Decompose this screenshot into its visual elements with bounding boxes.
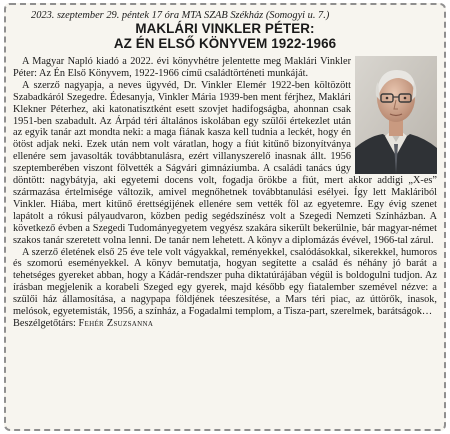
paragraph-biography: A szerző nagyapja, a neves ügyvéd, Dr. Vinkler Elemér 1922-ben költözött Szabadkáról Szegedre. Édesanyja, Vinkler Mária 1939-ben ment férjhez, Maklári Klekner Péterhez, aki katonatisztként esett szovjet hadifogságba, ahonnan csak 1951-ben szabadult. Az Árpád téri általános iskolában egy szülői értekezlet után az egyik tanár azt mondta neki: a maga fiának kasza kell tudnia a leckét, hogy én ötöst adjak neki. Ezek után nem volt váratlan, hogy a fiút kitűnő bizonyítványa ellenére sem javasolták továbbtanulásra, ezért villanyszerelő inasnak állt. 1956 szeptemberében viszont fölvették a Ságvári gimnáziumba. A családi tanács úgy döntött: nagybátyja, aki egyetemi docens volt, fogadja örökbe a fiút, mert akkor addigi „X-es” származása értelmisége változik, amivel megnőhetnek továbbtanulási esélyei. Így lett Makláriból Vinkler. Hiába, mert kitűnő érettségijének ellenére sem vették föl az egyetemre. Egy évig szenet lapátolt a rókusi pályaudvaron, közben pedig segédszínész volt a Szegedi Nemzeti Színházban. A következő évben a Szegedi Tudományegyetem vegyész szakára sikerült bekerülnie, bár magyar-német szakos tanár szeretett volna lenni. De tanár nem lehetett. A könyv a diplomázás évével, 1966-tal zárul. bbox=[13, 79, 437, 246]
author-photo bbox=[355, 56, 437, 174]
book-title: AZ ÉN ELSŐ KÖNYVEM 1922-1966 bbox=[113, 36, 337, 51]
credit-line bbox=[13, 318, 437, 330]
credit-name: Fehér Zsuzsanna bbox=[78, 317, 154, 329]
author-portrait-image bbox=[355, 56, 437, 174]
paragraph-intro: A Magyar Napló kiadó a 2022. évi könyvhétre jelentette meg Maklári Vinkler Péter: Az Én Első Könyvem, 1922-1966 című családtörténeti munkáját. bbox=[13, 56, 351, 79]
event-dateline: 2023. szeptember 29. péntek 17 óra MTA SZAB Székház (Somogyi u. 7.) bbox=[31, 10, 330, 21]
author-title: MAKLÁRI VINKLER PÉTER: bbox=[135, 21, 315, 36]
credit-label: Beszélgetőtárs: bbox=[13, 317, 76, 329]
paragraph-summary: A szerző életének első 25 éve tele volt vágyakkal, reményekkel, csalódásokkal, sikerekkel, humoros és szomorú eseményekkel. A könyv bemutatja, hogyan segítette a család és néhány jó barát a tehetséges gyereket abban, hogy a Kádár-rendszer puha diktatúrájában végül is boldogulni tudjon. Az írásban megjelenik a korabeli Szeged egy gyerek, majd később egy fiatalember szemével nézve: a szülői ház államosítása, a nagypapa földjének téeszesítése, a Mars téri piac, az úttörők, inasok, melósok, egyetemisták, 1956, a színház, a Fogadalmi templom, a Tisza-part, szerelmek, barátságok… bbox=[13, 246, 437, 318]
title-block bbox=[4, 21, 446, 51]
